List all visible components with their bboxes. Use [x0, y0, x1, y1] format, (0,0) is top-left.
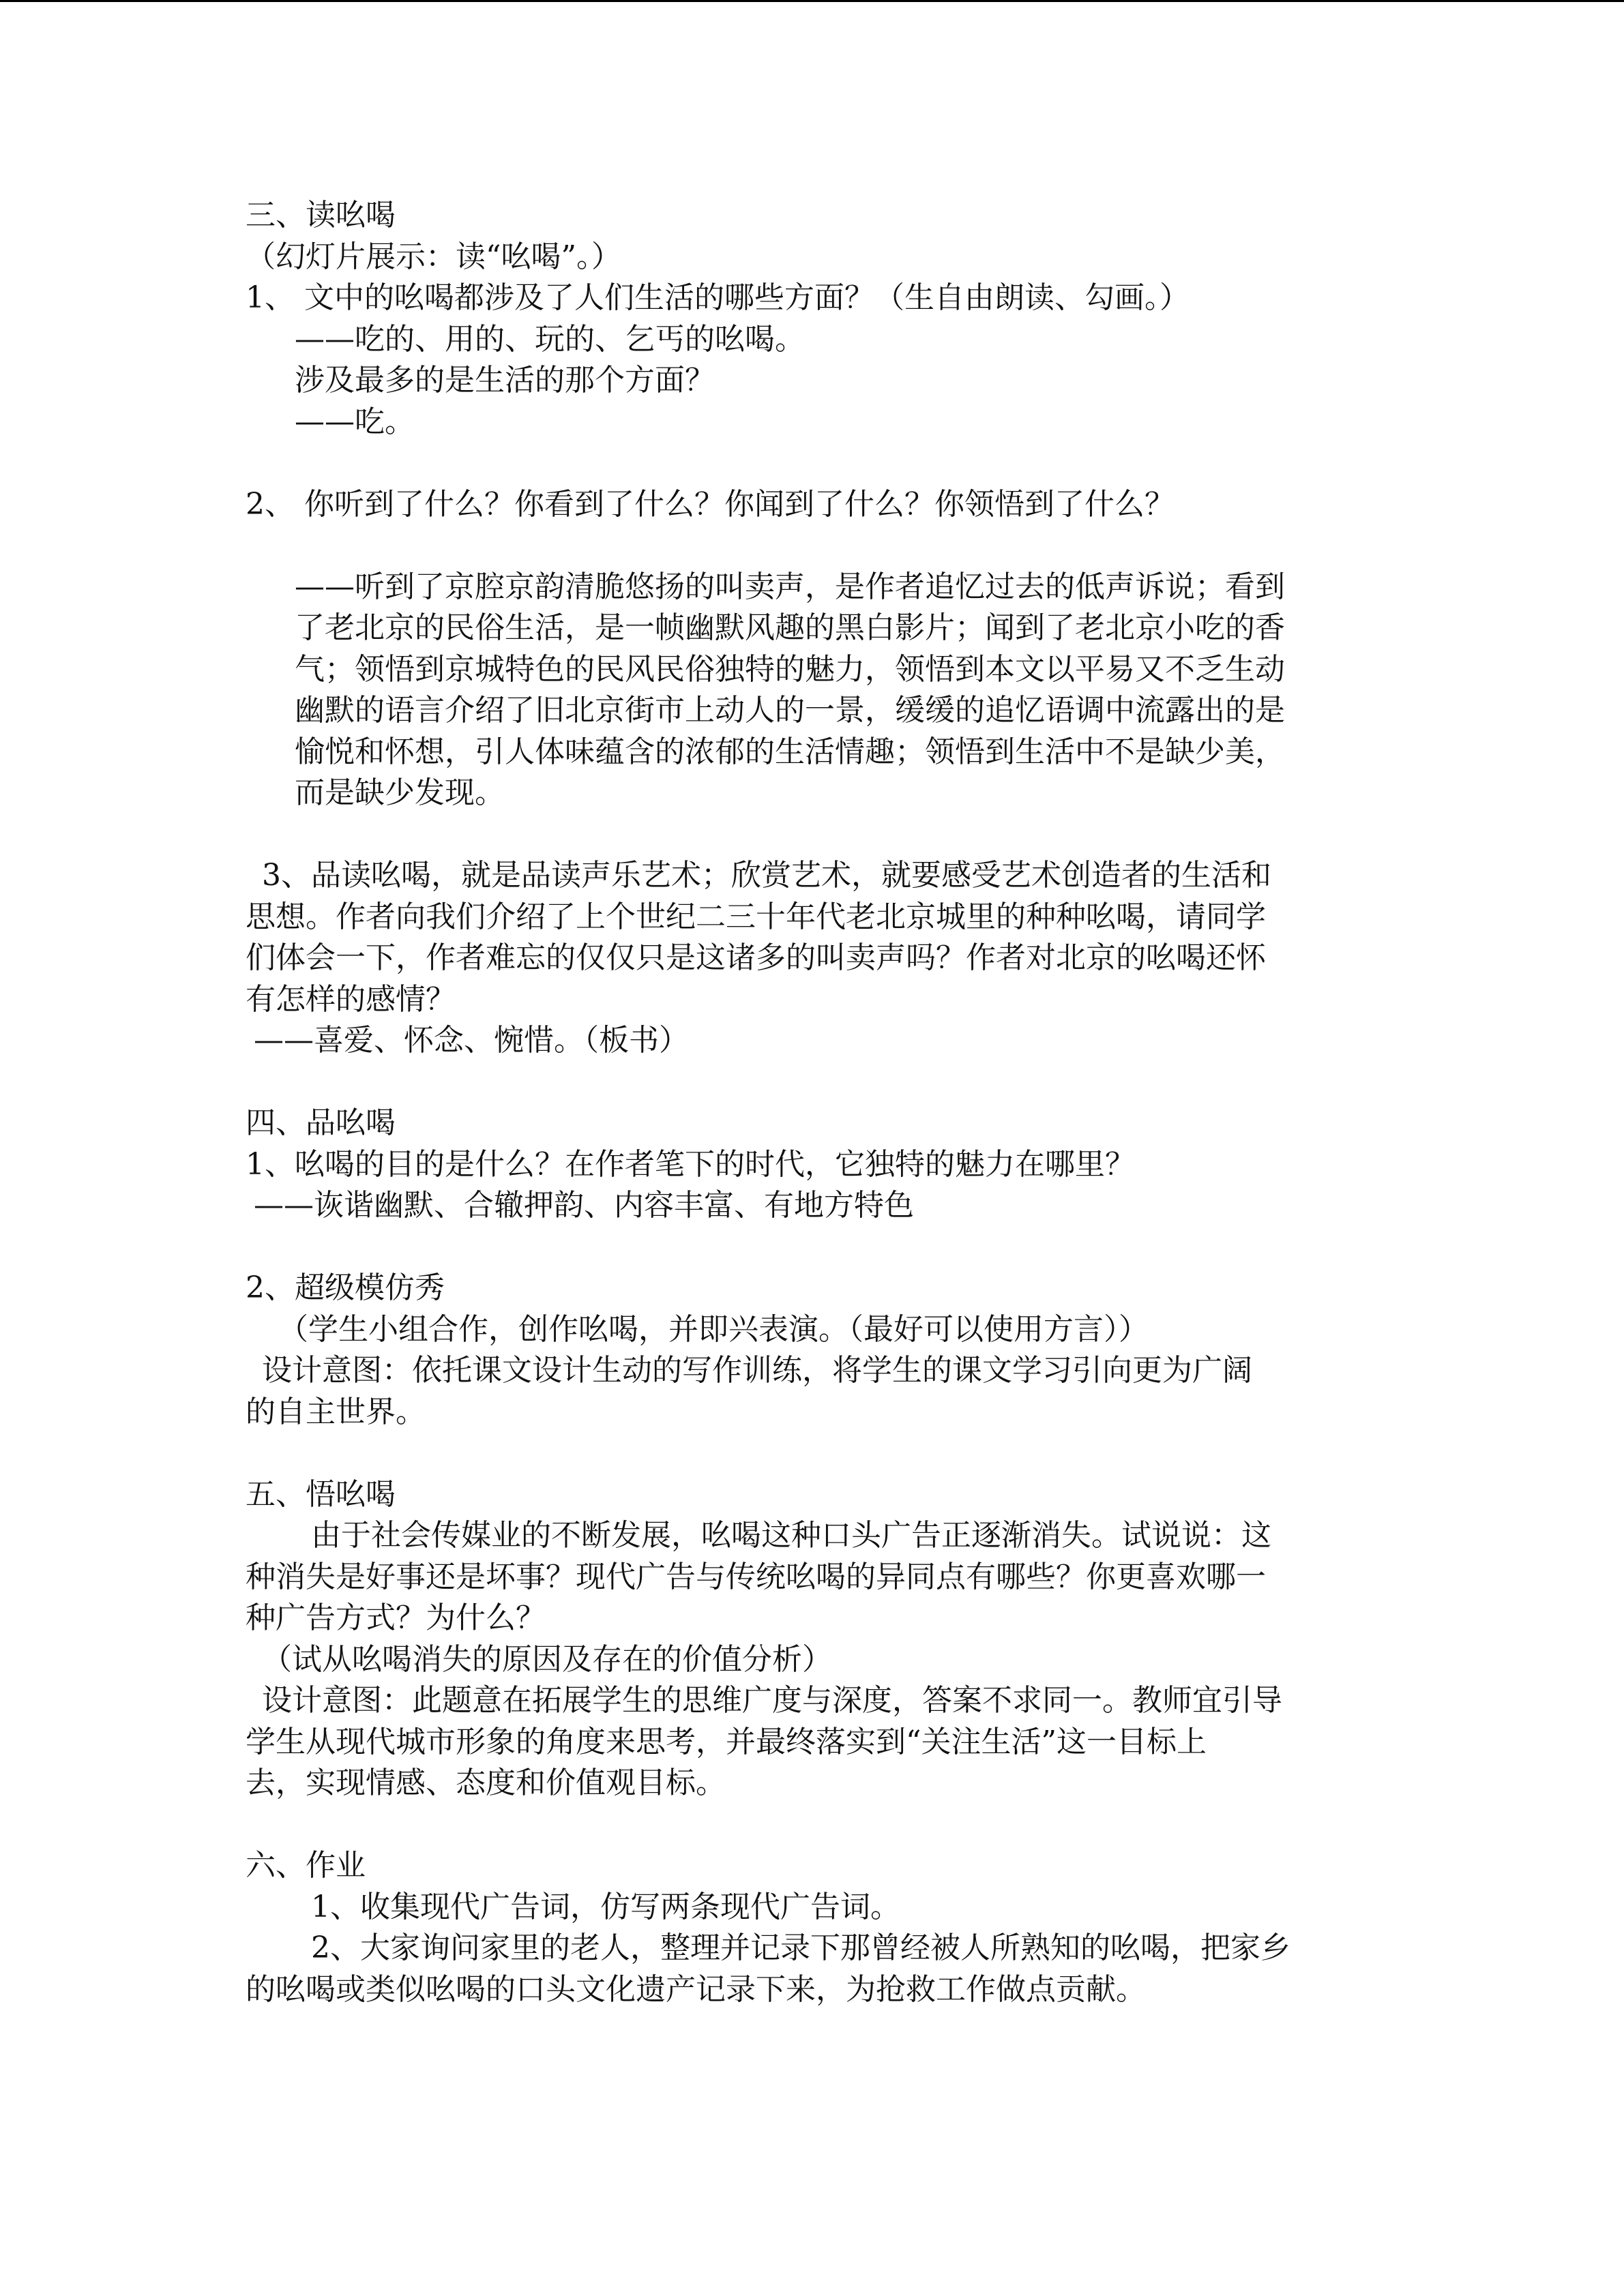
answer-1b: ——吃。 — [295, 404, 415, 439]
question-2: 2、 你听到了什么？你看到了什么？你闻到了什么？你领悟到了什么？ — [246, 486, 1175, 522]
question-3-line: 们体会一下，作者难忘的仅仅只是这诸多的叫卖声吗？作者对北京的吆喝还怀 — [246, 940, 1266, 975]
section-heading-4: 四、品吆喝 — [246, 1105, 396, 1140]
section-4-question-2: 2、超级模仿秀 — [246, 1270, 445, 1305]
section-5-body-line: 种广告方式？为什么？ — [246, 1600, 546, 1635]
answer-2-line: ——听到了京腔京韵清脆悠扬的叫卖声，是作者追忆过去的低声诉说；看到 — [295, 569, 1285, 604]
answer-2-line: 而是缺少发现。 — [295, 775, 505, 810]
homework-2-line: 2、大家询问家里的老人，整理并记录下那曾经被人所熟知的吆喝，把家乡 — [311, 1930, 1290, 1965]
answer-1: ——吃的、用的、玩的、乞丐的吆喝。 — [295, 321, 805, 357]
question-3-line: 有怎样的感情？ — [246, 981, 456, 1017]
section-heading-5: 五、悟吆喝 — [246, 1476, 396, 1512]
section-heading-6: 六、作业 — [246, 1848, 366, 1883]
section-5-design-line: 设计意图：此题意在拓展学生的思维广度与深度，答案不求同一。教师宜引导 — [262, 1683, 1282, 1718]
question-3-line: 3、品读吆喝，就是品读声乐艺术；欣赏艺术，就要感受艺术创造者的生活和 — [262, 858, 1271, 893]
question-3-line: 思想。作者向我们介绍了上个世纪二三十年代老北京城里的种种吆喝，请同学 — [246, 899, 1266, 934]
section-5-hint: （试从吆喝消失的原因及存在的价值分析） — [262, 1641, 832, 1677]
answer-2-line: 气；领悟到京城特色的民风民俗独特的魅力，领悟到本文以平易又不乏生动 — [295, 651, 1285, 687]
section-4-design-line: 设计意图：依托课文设计生动的写作训练，将学生的课文学习引向更为广阔 — [262, 1353, 1252, 1388]
section-4-question-2-note: （学生小组合作，创作吆喝，并即兴表演。（最好可以使用方言）） — [278, 1311, 1149, 1347]
answer-3: ——喜爱、怀念、惋惜。（板书） — [254, 1023, 689, 1058]
top-border-line — [0, 0, 1624, 2]
section-heading-3: 三、读吆喝 — [246, 198, 396, 233]
answer-2-line: 幽默的语言介绍了旧北京街市上动人的一景，缓缓的追忆语调中流露出的是 — [295, 693, 1285, 728]
section-4-design-line: 的自主世界。 — [246, 1394, 426, 1429]
section-5-design-line: 去，实现情感、态度和价值观目标。 — [246, 1765, 726, 1800]
section-5-design-line: 学生从现代城市形象的角度来思考，并最终落实到“关注生活”这一目标上 — [246, 1724, 1207, 1759]
section-5-body-line: 种消失是好事还是坏事？现代广告与传统吆喝的异同点有哪些？你更喜欢哪一 — [246, 1559, 1266, 1594]
question-1b: 涉及最多的是生活的那个方面？ — [295, 363, 715, 398]
document-page — [246, 195, 1405, 2010]
homework-1: 1、收集现代广告词，仿写两条现代广告词。 — [311, 1889, 900, 1924]
answer-2-line: 愉悦和怀想，引人体味蕴含的浓郁的生活情趣；领悟到生活中不是缺少美， — [295, 734, 1285, 769]
section-4-answer-1: ——诙谐幽默、合辙押韵、内容丰富、有地方特色 — [254, 1188, 914, 1223]
question-1: 1、 文中的吆喝都涉及了人们生活的哪些方面？（生自由朗读、勾画。） — [246, 280, 1190, 315]
answer-2-line: 了老北京的民俗生活，是一帧幽默风趣的黑白影片；闻到了老北京小吃的香 — [295, 610, 1285, 645]
section-4-question-1: 1、吆喝的目的是什么？在作者笔下的时代，它独特的魅力在哪里？ — [246, 1146, 1135, 1182]
homework-2-line: 的吆喝或类似吆喝的口头文化遗产记录下来，为抢救工作做点贡献。 — [246, 1971, 1146, 2007]
section-5-body-line: 由于社会传媒业的不断发展，吆喝这种口头广告正逐渐消失。试说说：这 — [311, 1518, 1271, 1553]
slide-note: （幻灯片展示：读“吆喝”。） — [246, 239, 621, 274]
